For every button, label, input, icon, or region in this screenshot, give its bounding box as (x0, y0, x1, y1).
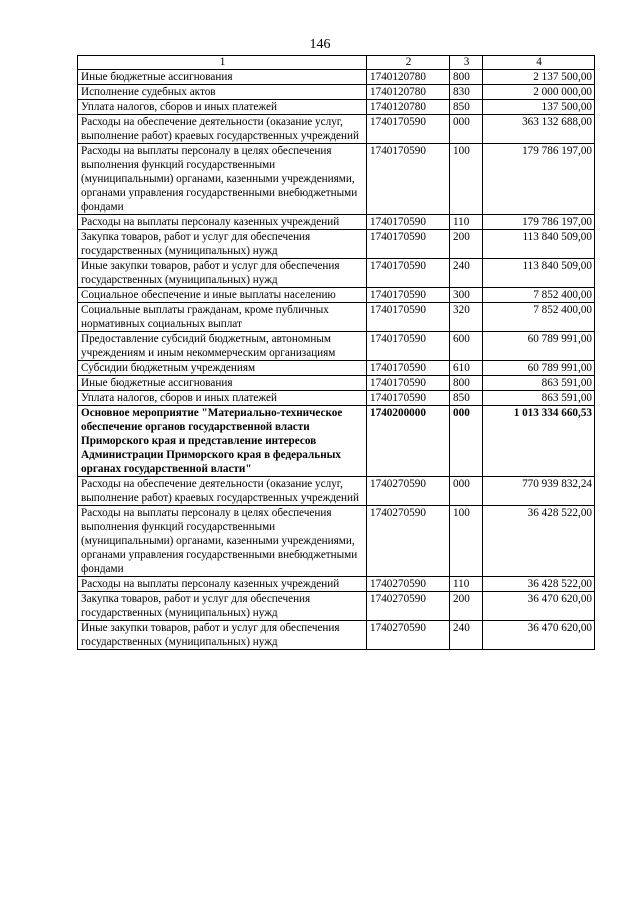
row-amount-cell: 137 500,00 (483, 100, 595, 115)
row-type-cell: 240 (450, 621, 483, 650)
table-body (78, 70, 595, 650)
row-amount-cell: 113 840 509,00 (483, 230, 595, 259)
table-row (78, 361, 595, 376)
row-type-cell: 110 (450, 215, 483, 230)
row-code-cell: 1740120780 (367, 85, 450, 100)
row-amount-cell: 2 137 500,00 (483, 70, 595, 85)
page-number: 146 (309, 37, 331, 52)
table-row (78, 144, 595, 215)
row-name-cell: Закупка товаров, работ и услуг для обеспечения государственных (муниципальных) нужд (78, 230, 367, 259)
row-name-cell: Расходы на обеспечение деятельности (оказание услуг, выполнение работ) краевых государственных учреждений (78, 477, 367, 506)
row-type-cell: 100 (450, 506, 483, 577)
table-row (78, 288, 595, 303)
table-row (78, 376, 595, 391)
table-row (78, 391, 595, 406)
row-name-cell: Расходы на обеспечение деятельности (оказание услуг, выполнение работ) краевых государственных учреждений (78, 115, 367, 144)
table-row (78, 477, 595, 506)
row-type-cell: 200 (450, 592, 483, 621)
table-row (78, 85, 595, 100)
row-name-cell: Исполнение судебных актов (78, 85, 367, 100)
row-type-cell: 600 (450, 332, 483, 361)
row-code-cell: 1740270590 (367, 621, 450, 650)
row-name-cell: Расходы на выплаты персоналу в целях обеспечения выполнения функций государственными (муниципальными) органами, казенными учреждениями, органами управления государственными внебюджетными фондами (78, 144, 367, 215)
row-amount-cell: 36 428 522,00 (483, 506, 595, 577)
row-name-cell: Основное мероприятие "Материально-техническое обеспечение органов государственной власти Приморского края и представление интересов Администрации Приморского края в федеральных органах государственной власти" (78, 406, 367, 477)
row-code-cell: 1740170590 (367, 288, 450, 303)
row-amount-cell: 7 852 400,00 (483, 288, 595, 303)
row-name-cell: Закупка товаров, работ и услуг для обеспечения государственных (муниципальных) нужд (78, 592, 367, 621)
row-code-cell: 1740170590 (367, 230, 450, 259)
budget-table (77, 55, 595, 650)
row-amount-cell: 179 786 197,00 (483, 215, 595, 230)
table-row (78, 506, 595, 577)
row-code-cell: 1740170590 (367, 259, 450, 288)
row-code-cell: 1740170590 (367, 376, 450, 391)
table-row (78, 230, 595, 259)
table-row (78, 115, 595, 144)
row-name-cell: Расходы на выплаты персоналу казенных учреждений (78, 215, 367, 230)
row-name-cell: Уплата налогов, сборов и иных платежей (78, 100, 367, 115)
row-type-cell: 000 (450, 477, 483, 506)
row-amount-cell: 770 939 832,24 (483, 477, 595, 506)
row-type-cell: 320 (450, 303, 483, 332)
row-type-cell: 200 (450, 230, 483, 259)
table-row (78, 215, 595, 230)
row-amount-cell: 36 470 620,00 (483, 621, 595, 650)
row-amount-cell: 363 132 688,00 (483, 115, 595, 144)
column-header-amount: 4 (483, 56, 595, 70)
row-type-cell: 300 (450, 288, 483, 303)
table-header-row (78, 56, 595, 70)
row-code-cell: 1740270590 (367, 477, 450, 506)
table-row (78, 303, 595, 332)
column-header-name: 1 (78, 56, 367, 70)
table-row (78, 577, 595, 592)
row-name-cell: Субсидии бюджетным учреждениям (78, 361, 367, 376)
table-row (78, 70, 595, 85)
row-amount-cell: 60 789 991,00 (483, 332, 595, 361)
row-name-cell: Уплата налогов, сборов и иных платежей (78, 391, 367, 406)
row-type-cell: 850 (450, 100, 483, 115)
table-row (78, 406, 595, 477)
row-name-cell: Расходы на выплаты персоналу в целях обеспечения выполнения функций государственными (муниципальными) органами, казенными учреждениями, органами управления государственными внебюджетными фондами (78, 506, 367, 577)
row-code-cell: 1740170590 (367, 144, 450, 215)
row-name-cell: Социальное обеспечение и иные выплаты населению (78, 288, 367, 303)
row-name-cell: Иные закупки товаров, работ и услуг для обеспечения государственных (муниципальных) нужд (78, 621, 367, 650)
row-code-cell: 1740200000 (367, 406, 450, 477)
table-row (78, 259, 595, 288)
row-code-cell: 1740270590 (367, 506, 450, 577)
row-code-cell: 1740170590 (367, 332, 450, 361)
row-code-cell: 1740170590 (367, 215, 450, 230)
row-code-cell: 1740170590 (367, 361, 450, 376)
row-code-cell: 1740270590 (367, 577, 450, 592)
row-amount-cell: 113 840 509,00 (483, 259, 595, 288)
row-amount-cell: 2 000 000,00 (483, 85, 595, 100)
row-type-cell: 240 (450, 259, 483, 288)
row-name-cell: Иные бюджетные ассигнования (78, 70, 367, 85)
row-name-cell: Социальные выплаты гражданам, кроме публичных нормативных социальных выплат (78, 303, 367, 332)
row-code-cell: 1740120780 (367, 70, 450, 85)
row-name-cell: Иные бюджетные ассигнования (78, 376, 367, 391)
row-type-cell: 800 (450, 376, 483, 391)
table-row (78, 592, 595, 621)
row-code-cell: 1740170590 (367, 391, 450, 406)
row-name-cell: Предоставление субсидий бюджетным, автономным учреждениям и иным некоммерческим организациям (78, 332, 367, 361)
row-amount-cell: 863 591,00 (483, 376, 595, 391)
row-code-cell: 1740120780 (367, 100, 450, 115)
row-type-cell: 610 (450, 361, 483, 376)
table-row (78, 100, 595, 115)
row-type-cell: 110 (450, 577, 483, 592)
row-amount-cell: 36 428 522,00 (483, 577, 595, 592)
row-type-cell: 800 (450, 70, 483, 85)
row-code-cell: 1740270590 (367, 592, 450, 621)
row-type-cell: 830 (450, 85, 483, 100)
row-amount-cell: 1 013 334 660,53 (483, 406, 595, 477)
row-name-cell: Иные закупки товаров, работ и услуг для обеспечения государственных (муниципальных) нужд (78, 259, 367, 288)
row-amount-cell: 179 786 197,00 (483, 144, 595, 215)
column-header-code: 2 (367, 56, 450, 70)
row-type-cell: 850 (450, 391, 483, 406)
row-type-cell: 000 (450, 115, 483, 144)
table-row (78, 332, 595, 361)
row-amount-cell: 863 591,00 (483, 391, 595, 406)
column-header-type: 3 (450, 56, 483, 70)
table-row (78, 621, 595, 650)
row-amount-cell: 36 470 620,00 (483, 592, 595, 621)
row-code-cell: 1740170590 (367, 115, 450, 144)
row-type-cell: 100 (450, 144, 483, 215)
row-code-cell: 1740170590 (367, 303, 450, 332)
row-amount-cell: 60 789 991,00 (483, 361, 595, 376)
row-name-cell: Расходы на выплаты персоналу казенных учреждений (78, 577, 367, 592)
row-amount-cell: 7 852 400,00 (483, 303, 595, 332)
row-type-cell: 000 (450, 406, 483, 477)
